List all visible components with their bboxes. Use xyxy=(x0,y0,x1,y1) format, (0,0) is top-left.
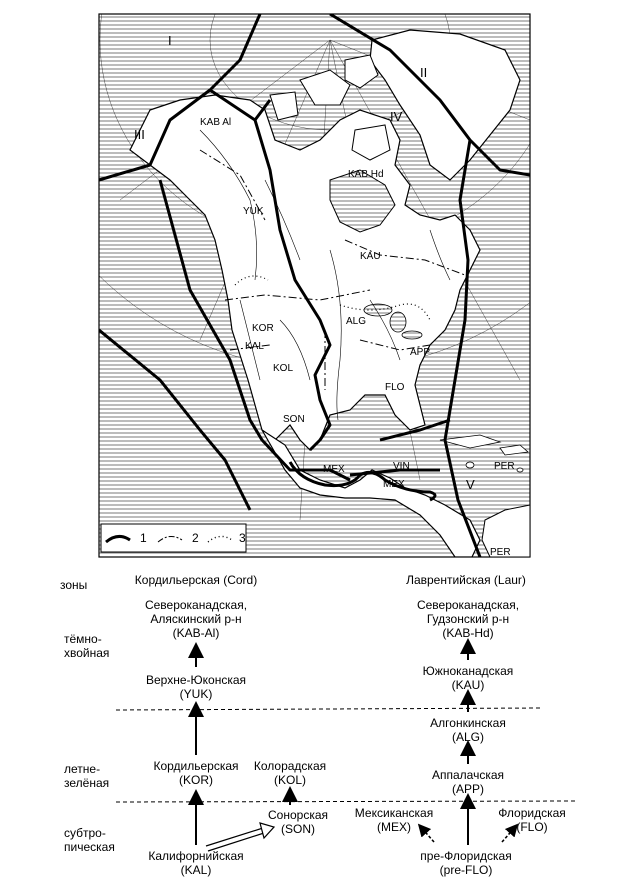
map-label-mex-west: MEX xyxy=(323,464,345,475)
node-app: Аппалачская (APP) xyxy=(431,768,505,796)
map-label-yuk: YUK xyxy=(243,206,264,217)
map-label-vin: VIN xyxy=(393,461,410,472)
map-roman-v-label: V xyxy=(466,477,475,492)
node-yuk: Верхне-Юконская (YUK) xyxy=(145,673,247,701)
node-kab-hd: Североканадская, Гудзонский р-н (KAB-Hd) xyxy=(416,598,520,640)
map-label-kor: KOR xyxy=(252,323,274,334)
map-label-son: SON xyxy=(283,414,305,425)
map-label-kab-al: KAB Al xyxy=(200,117,232,128)
node-alg: Алгонкинская (ALG) xyxy=(430,716,506,744)
laur-column-title: Лаврентийская (Laur) xyxy=(406,573,526,587)
node-son: Сонорская (SON) xyxy=(268,808,328,836)
node-kor: Кордильерская (KOR) xyxy=(153,759,239,787)
map-roman-i-label: I xyxy=(168,33,172,48)
node-kau: Южноканадская (KAU) xyxy=(422,664,514,692)
map-roman-ii-label: II xyxy=(420,65,428,80)
map-label-per-2: PER xyxy=(490,547,511,558)
node-kab-al: Североканадская, Аляскинский р-н (KAB-Al) xyxy=(144,598,248,640)
map-legend xyxy=(101,524,246,552)
map-label-per-1: PER xyxy=(494,461,515,472)
node-kol: Колорадская (KOL) xyxy=(253,759,327,787)
legend-label-1: 1 xyxy=(140,531,147,545)
legend-label-2: 2 xyxy=(192,531,199,545)
node-mex: Мексиканская (MEX) xyxy=(354,806,434,834)
map-label-kab-hd: KAB Hd xyxy=(348,169,384,180)
cord-column-title: Кордильерская (Cord) xyxy=(134,573,258,587)
map-roman-iii-label: III xyxy=(134,127,145,142)
map-label-kal: KAL xyxy=(245,341,264,352)
zone-dark-coniferous: тёмно- хвойная xyxy=(64,632,110,660)
zone-subtropical: субтро- пическая xyxy=(64,826,115,854)
node-pre-flo: пре-Флоридская (pre-FLO) xyxy=(420,849,512,877)
node-kal: Калифорнийская (KAL) xyxy=(148,849,244,877)
map-label-flo: FLO xyxy=(385,382,405,393)
map-label-kol: KOL xyxy=(273,363,294,374)
map-label-alg: ALG xyxy=(346,316,367,327)
map-label-app: APP xyxy=(410,347,431,358)
legend-label-3: 3 xyxy=(239,531,246,545)
map-label-kau: KAU xyxy=(360,251,381,262)
zone-summer-green: летне- зелёная xyxy=(64,762,110,790)
map-label-mex-east: MEX xyxy=(383,479,405,490)
node-flo: Флоридская (FLO) xyxy=(498,806,566,834)
zones-title: зоны xyxy=(60,578,88,592)
map-roman-iv-label: IV xyxy=(390,109,403,124)
